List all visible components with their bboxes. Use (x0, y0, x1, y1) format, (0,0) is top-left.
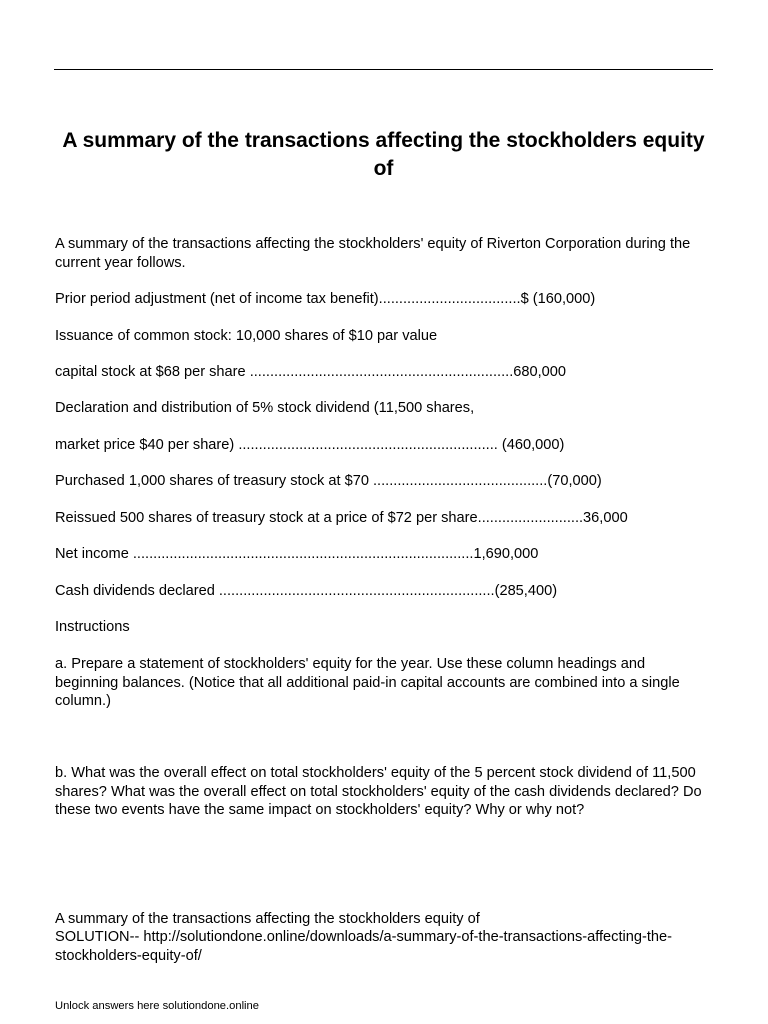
solution-title-line: A summary of the transactions affecting the stockholders equity of (55, 911, 480, 927)
transaction-line: Reissued 500 shares of treasury stock at a price of $72 per share..........................36,000 (55, 510, 628, 526)
document-title: A summary of the transactions affecting the stockholders equity of (62, 129, 705, 180)
footer-note: Unlock answers here solutiondone.online (55, 1000, 259, 1012)
top-horizontal-rule (54, 69, 713, 70)
transaction-line: Cash dividends declared ....................................................................(285,400) (55, 583, 558, 599)
transaction-line: capital stock at $68 per share .................................................................680,000 (55, 364, 566, 380)
transaction-line: market price $40 per share) ................................................................ (460,000) (55, 437, 565, 453)
intro-paragraph: A summary of the transactions affecting the stockholders' equity of Riverton Corporation during the current year follows. (55, 236, 691, 271)
transaction-line: Prior period adjustment (net of income tax benefit)...................................$ (160,000) (55, 291, 596, 307)
transaction-line: Purchased 1,000 shares of treasury stock at $70 ...........................................(70,000) (55, 473, 602, 489)
transaction-line: Declaration and distribution of 5% stock dividend (11,500 shares, (55, 400, 475, 416)
transaction-line: Issuance of common stock: 10,000 shares of $10 par value (55, 328, 438, 344)
instructions-heading: Instructions (55, 619, 130, 635)
transaction-line: Net income ....................................................................................1,690,000 (55, 546, 539, 562)
question-a: a. Prepare a statement of stockholders' equity for the year. Use these column headings and beginning balances. (Notice that all additional paid-in capital accounts are combined into a single column.) (55, 656, 680, 709)
solution-link-text: SOLUTION-- http://solutiondone.online/downloads/a-summary-of-the-transactions-affecting-the-stockholders-equity-of/ (55, 929, 673, 964)
question-b: b. What was the overall effect on total stockholders' equity of the 5 percent stock dividend of 11,500 shares? What was the overall effect on total stockholders' equity of the cash dividends declared? Do these two events have the same impact on stockholders' equity? Why or why not? (55, 765, 702, 818)
